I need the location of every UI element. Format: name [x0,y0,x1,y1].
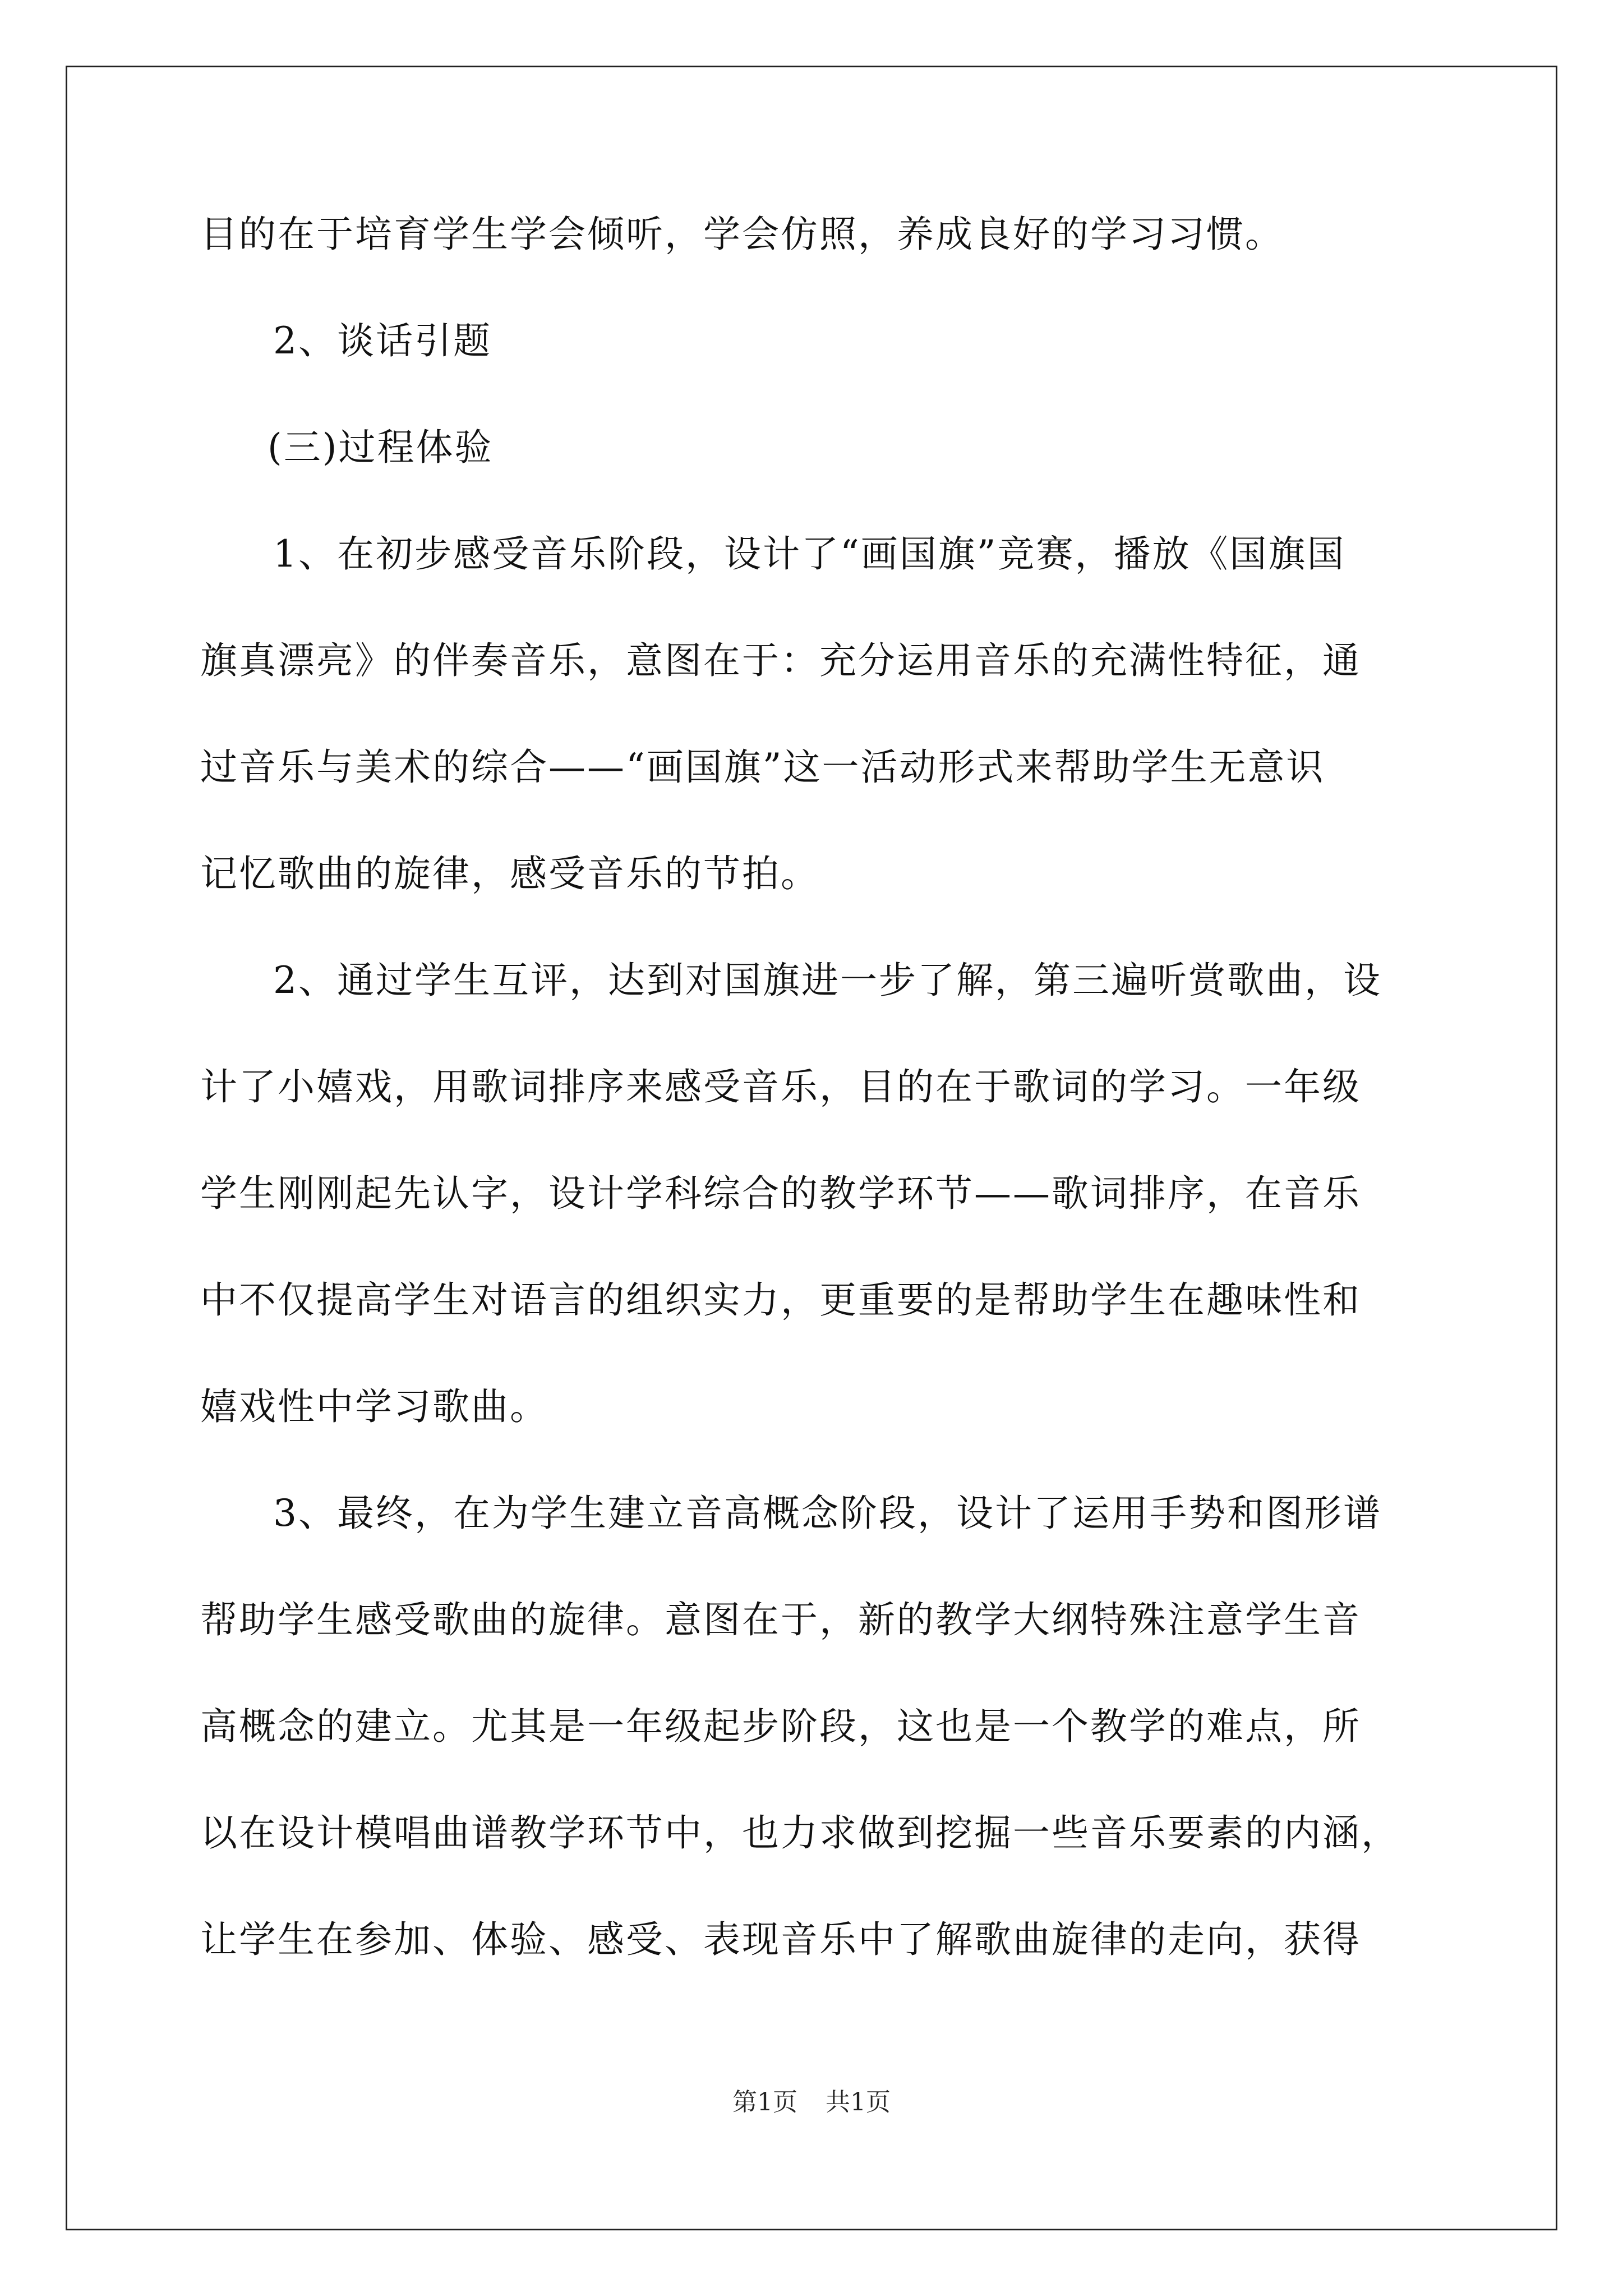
document-body [200,208,1434,1966]
page-footer [0,2086,1623,2119]
paragraph-line: 2、通过学生互评，达到对国旗进一步了解，第三遍听赏歌曲，设 [273,959,1382,1002]
paragraph-line: 过音乐与美术的综合——“画国旗”这一活动形式来帮助学生无意识 [200,746,1325,789]
paragraph-line: 2、谈话引题 [273,319,492,362]
paragraph-line: 计了小嬉戏，用歌词排序来感受音乐，目的在于歌词的学习。一年级 [200,1065,1361,1108]
page-total: 共1页 [826,2088,891,2116]
paragraph-line: 让学生在参加、体验、感受、表现音乐中了解歌曲旋律的走向，获得 [200,1918,1361,1961]
page-number: 第1页 [732,2088,797,2116]
paragraph-line: 嬉戏性中学习歌曲。 [200,1385,548,1428]
section-heading: (三)过程体验 [268,426,494,469]
paragraph-line: 帮助学生感受歌曲的旋律。意图在于，新的教学大纲特殊注意学生音 [200,1598,1361,1641]
paragraph-line: 高概念的建立。尤其是一年级起步阶段，这也是一个教学的难点，所 [200,1705,1361,1748]
paragraph-line: 目的在于培育学生学会倾听，学会仿照，养成良好的学习习惯。 [200,213,1284,256]
paragraph-line: 学生刚刚起先认字，设计学科综合的教学环节——歌词排序，在音乐 [200,1172,1361,1215]
paragraph-line: 旗真漂亮》的伴奏音乐，意图在于：充分运用音乐的充满性特征，通 [200,639,1361,682]
paragraph-line: 中不仅提高学生对语言的组织实力，更重要的是帮助学生在趣味性和 [200,1278,1361,1322]
paragraph-line: 3、最终，在为学生建立音高概念阶段，设计了运用手势和图形谱 [273,1492,1382,1535]
paragraph-line: 以在设计模唱曲谱教学环节中，也力求做到挖掘一些音乐要素的内涵， [200,1811,1400,1855]
paragraph-line: 记忆歌曲的旋律，感受音乐的节拍。 [200,852,819,895]
paragraph-line: 1、在初步感受音乐阶段，设计了“画国旗”竞赛，播放《国旗国 [273,532,1346,576]
